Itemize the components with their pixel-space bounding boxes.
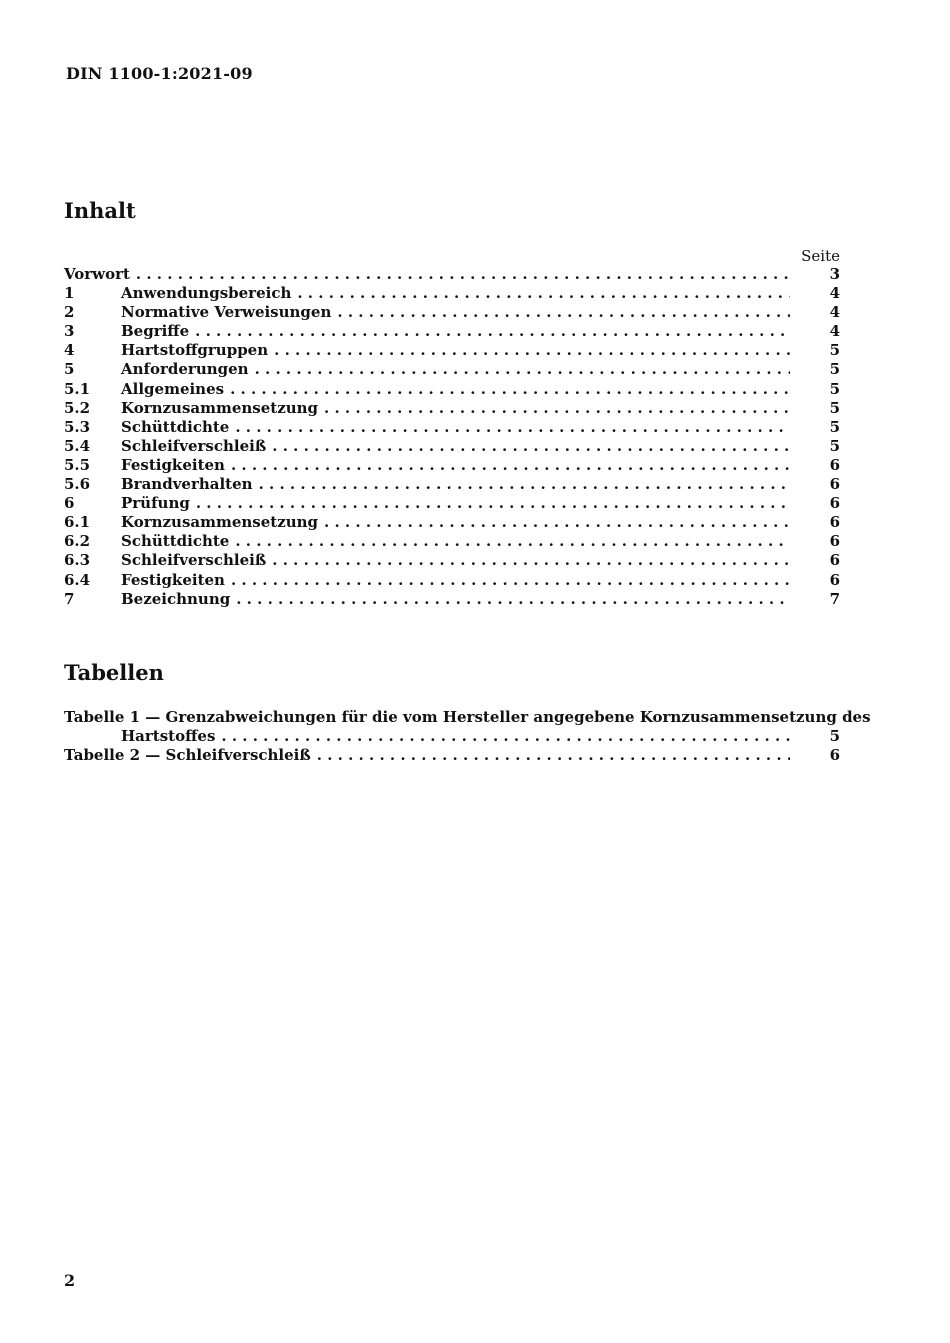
table-entry-title: Tabelle 1 — Grenzabweichungen für die vom Hersteller angegebene Kornzusammensetzung des (64, 708, 871, 726)
toc-entry-title: Schüttdichte (121, 417, 230, 436)
toc-entry-number: 5.4 (64, 436, 91, 455)
toc-entry-number: 6.4 (64, 570, 91, 589)
dot-leader (272, 551, 789, 570)
toc-entry-number: 5.6 (64, 475, 91, 494)
toc-entry-page: 6 (829, 494, 840, 513)
toc-entry-number: 3 (64, 322, 75, 341)
toc-entry[interactable] (64, 551, 840, 570)
toc-entry-page: 6 (829, 475, 840, 494)
table-entry-title: Tabelle 2 — Schleifverschleiß (64, 746, 311, 765)
dot-leader (196, 494, 790, 513)
dot-leader (235, 532, 789, 551)
toc-entry[interactable] (64, 513, 840, 532)
toc-entry-number: 5 (64, 360, 75, 379)
toc-entry-title: Schleifverschleiß (121, 436, 267, 455)
toc-entry[interactable] (64, 494, 840, 513)
dot-leader (274, 341, 789, 360)
toc-entry-page: 7 (829, 589, 840, 608)
toc-entry[interactable] (64, 418, 840, 437)
table-entry-page: 6 (829, 746, 840, 765)
toc-entry-title: Normative Verweisungen (121, 303, 332, 322)
toc-entry-number: 5.1 (64, 379, 91, 398)
dot-leader (136, 265, 790, 284)
toc-entry-number: 5.3 (64, 417, 91, 436)
dot-leader (317, 746, 790, 765)
toc-entry-title: Anforderungen (121, 360, 249, 379)
toc-entry-title: Bezeichnung (121, 589, 231, 608)
table-entry-title-continued: Hartstoffes (121, 727, 216, 746)
toc-entry[interactable] (64, 380, 840, 399)
toc-entry[interactable] (64, 303, 840, 322)
toc-entry-title: Festigkeiten (121, 455, 225, 474)
toc-entry-page: 6 (829, 532, 840, 551)
dot-leader (324, 513, 790, 532)
toc-heading: Inhalt (64, 198, 136, 223)
table-of-contents (64, 265, 840, 609)
toc-entry-title: Schleifverschleiß (121, 551, 267, 570)
table-entry[interactable] (64, 708, 871, 727)
dot-leader (230, 380, 789, 399)
toc-entry-title: Prüfung (121, 494, 190, 513)
table-entry-page: 5 (829, 727, 840, 746)
dot-leader (272, 437, 789, 456)
toc-entry-number: 6.1 (64, 513, 91, 532)
table-entry-continuation[interactable] (64, 727, 840, 746)
toc-entry-title: Kornzusammensetzung (121, 398, 319, 417)
dot-leader (337, 303, 789, 322)
list-of-tables (64, 708, 871, 765)
toc-entry[interactable] (64, 360, 840, 379)
toc-entry-title: Allgemeines (121, 379, 225, 398)
toc-entry[interactable] (64, 341, 840, 360)
toc-entry-number: 5.5 (64, 455, 91, 474)
toc-entry-number: 7 (64, 589, 75, 608)
toc-entry-page: 6 (829, 455, 840, 474)
dot-leader (195, 322, 789, 341)
document-id: DIN 1100-1:2021-09 (66, 64, 253, 83)
toc-entry[interactable] (64, 456, 840, 475)
toc-entry[interactable] (64, 265, 840, 284)
toc-entry-number: 1 (64, 284, 75, 303)
dot-leader (255, 360, 790, 379)
toc-entry-title: Begriffe (121, 322, 190, 341)
dot-leader (221, 727, 789, 746)
toc-entry-page: 4 (829, 303, 840, 322)
toc-entry-page: 5 (829, 360, 840, 379)
dot-leader (297, 284, 789, 303)
dot-leader (259, 475, 790, 494)
toc-entry-page: 6 (829, 551, 840, 570)
toc-entry-number: 5.2 (64, 398, 91, 417)
toc-entry[interactable] (64, 590, 840, 609)
toc-entry-page: 6 (829, 513, 840, 532)
toc-entry-number: 2 (64, 303, 75, 322)
toc-entry-page: 4 (829, 322, 840, 341)
dot-leader (231, 456, 790, 475)
toc-entry-page: 5 (829, 398, 840, 417)
table-entry[interactable] (64, 746, 840, 765)
toc-entry-title: Festigkeiten (121, 570, 225, 589)
toc-entry-page: 5 (829, 341, 840, 360)
toc-entry-title: Kornzusammensetzung (121, 513, 319, 532)
toc-entry-number: 6.3 (64, 551, 91, 570)
dot-leader (236, 590, 789, 609)
toc-entry-title: Vorwort (64, 265, 130, 283)
dot-leader (235, 418, 789, 437)
toc-entry-page: 5 (829, 379, 840, 398)
page-column-label: Seite (801, 247, 840, 265)
toc-entry[interactable] (64, 475, 840, 494)
page-number: 2 (64, 1271, 76, 1290)
toc-entry[interactable] (64, 532, 840, 551)
toc-entry-number: 6.2 (64, 532, 91, 551)
toc-entry[interactable] (64, 322, 840, 341)
toc-entry-page: 3 (829, 265, 840, 283)
toc-entry[interactable] (64, 284, 840, 303)
dot-leader (324, 399, 790, 418)
toc-entry-number: 6 (64, 494, 75, 513)
toc-entry-page: 6 (829, 570, 840, 589)
toc-entry[interactable] (64, 437, 840, 456)
toc-entry-page: 4 (829, 284, 840, 303)
toc-entry-title: Brandverhalten (121, 475, 253, 494)
toc-entry-title: Anwendungsbereich (121, 284, 292, 303)
toc-entry[interactable] (64, 399, 840, 418)
toc-entry-page: 5 (829, 436, 840, 455)
toc-entry-number: 4 (64, 341, 75, 360)
tables-heading: Tabellen (64, 660, 164, 685)
toc-entry-page: 5 (829, 417, 840, 436)
dot-leader (231, 571, 790, 590)
toc-entry[interactable] (64, 571, 840, 590)
toc-entry-title: Schüttdichte (121, 532, 230, 551)
toc-entry-title: Hartstoffgruppen (121, 341, 269, 360)
